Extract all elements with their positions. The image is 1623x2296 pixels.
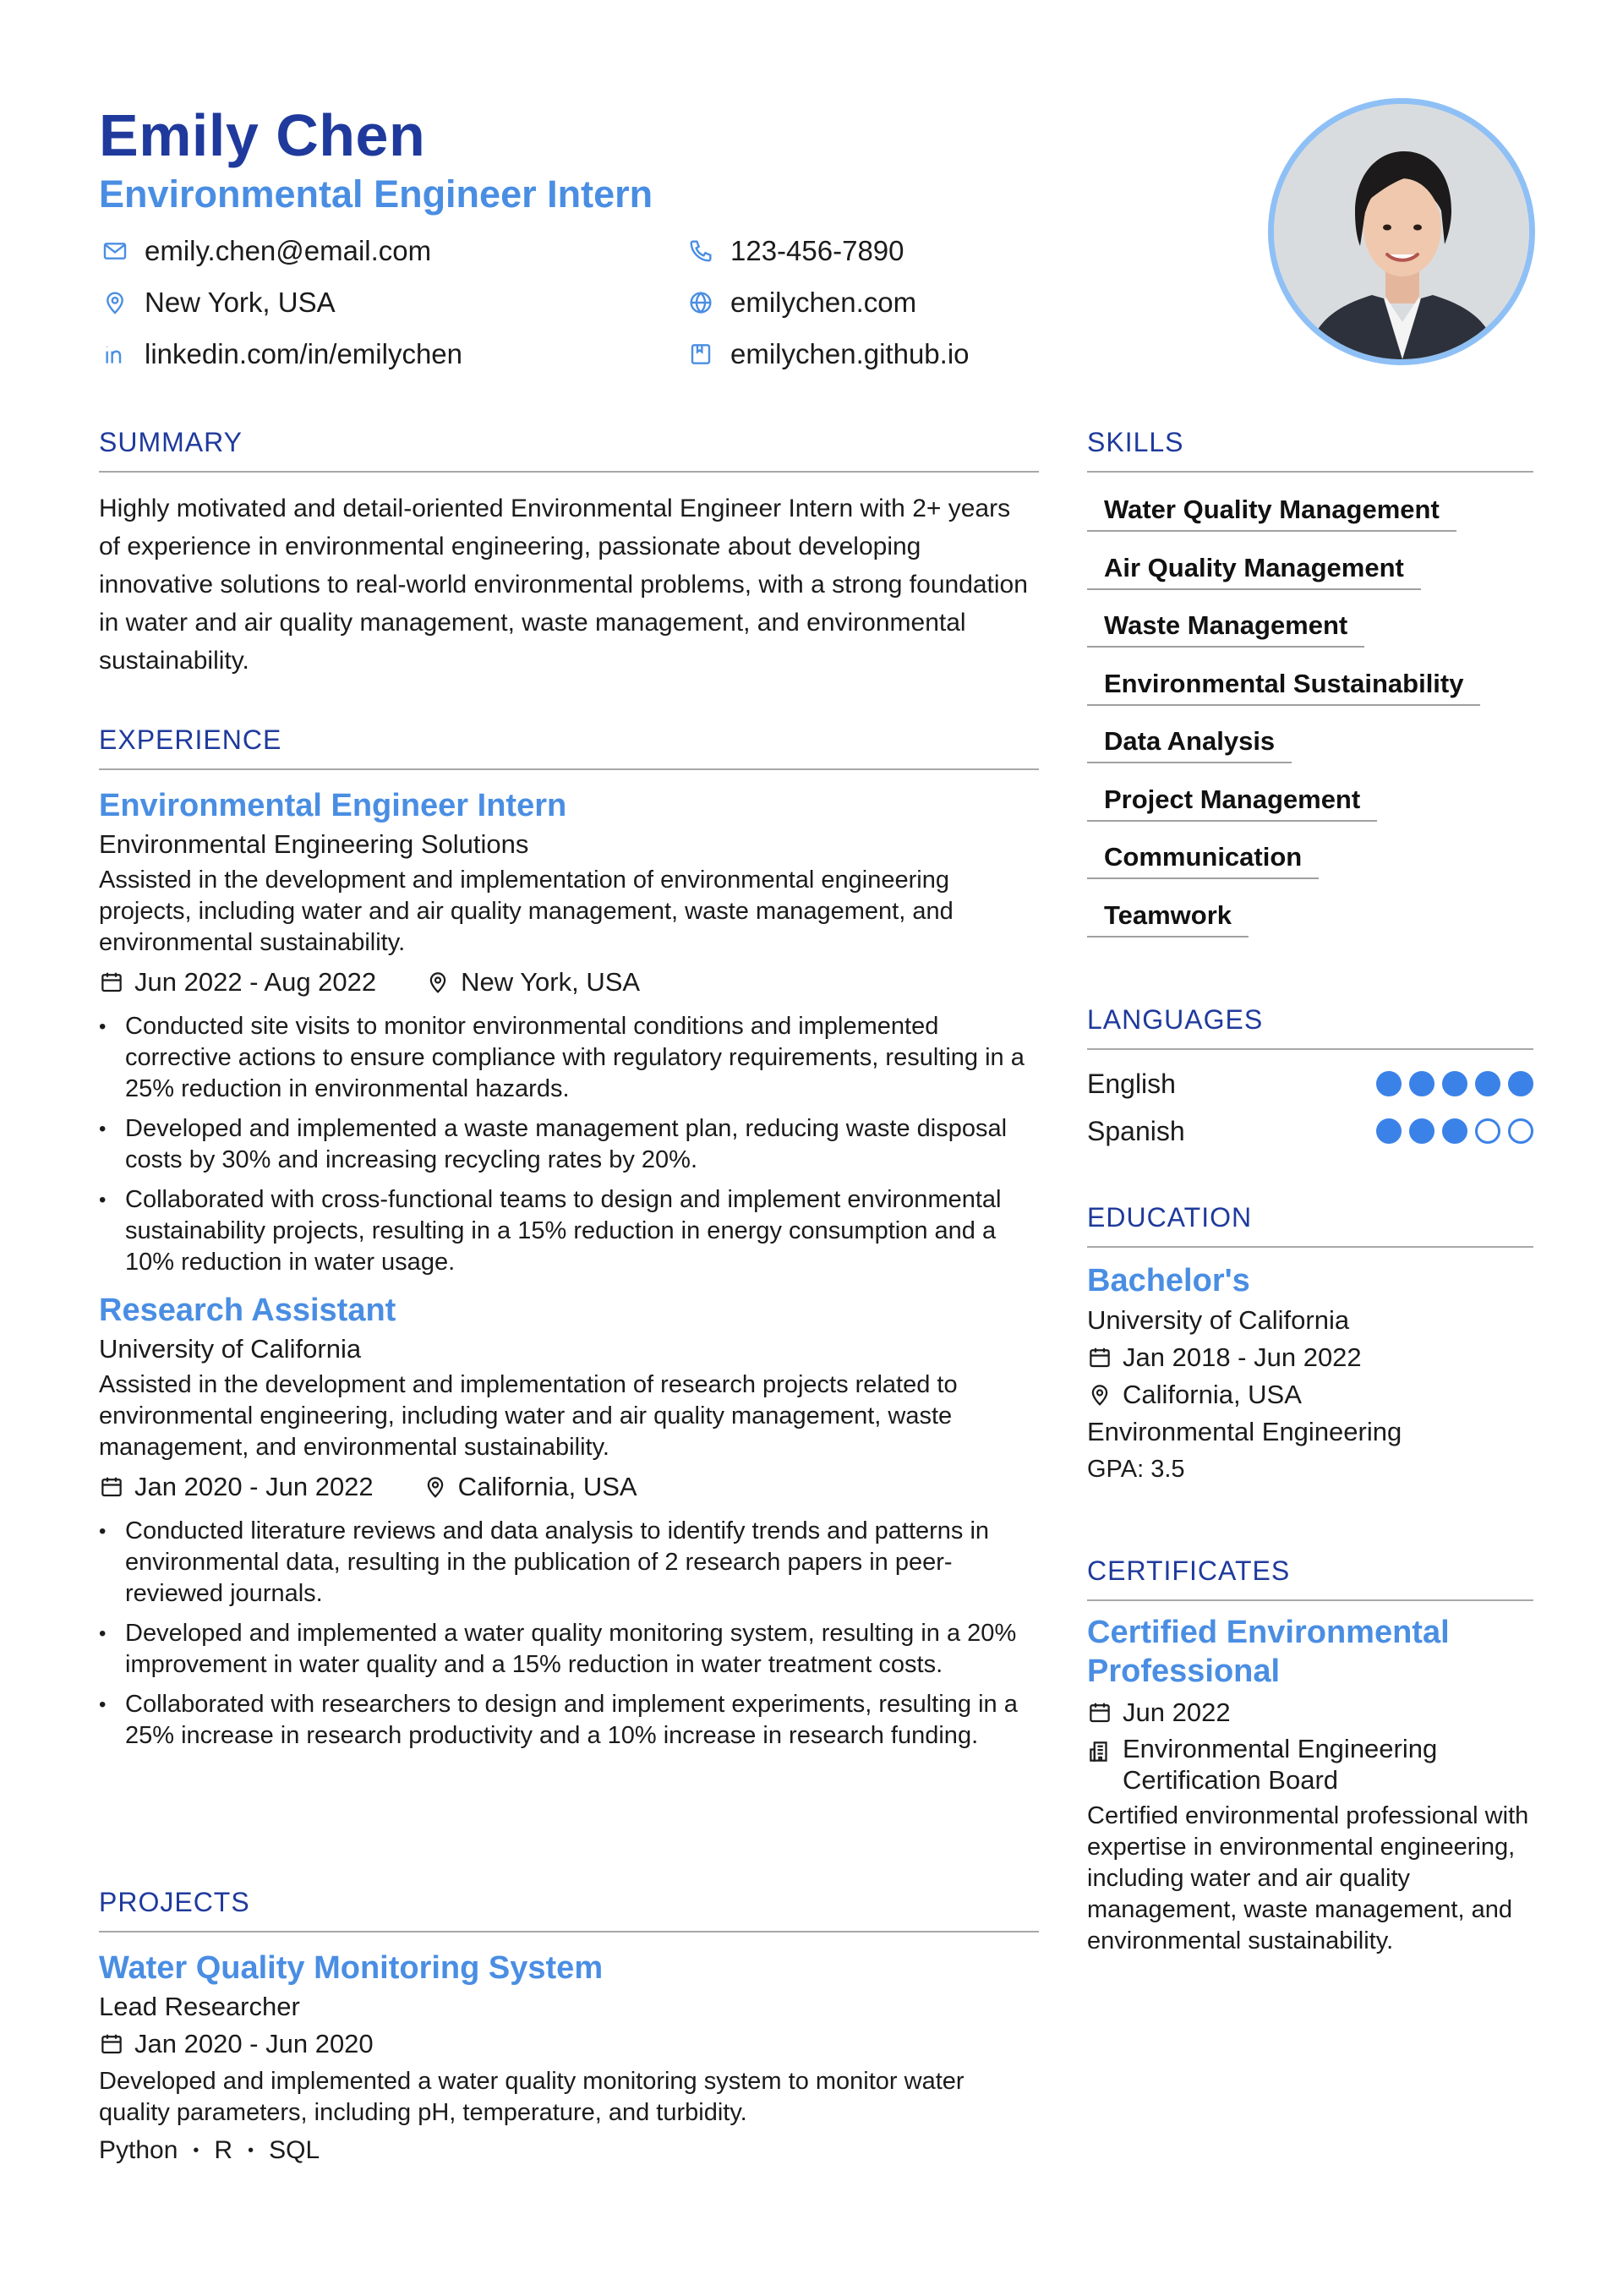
- school-name: University of California: [1087, 1305, 1350, 1335]
- phone-text: 123-456-7890: [730, 235, 904, 266]
- avatar-illustration: [1274, 104, 1529, 359]
- languages-list: [1087, 1060, 1533, 1155]
- location-text: New York, USA: [145, 287, 336, 318]
- level-dot-empty: [1475, 1118, 1500, 1144]
- calendar-icon: [99, 969, 124, 996]
- education-location-row: [1087, 1376, 1533, 1413]
- projects-heading: PROJECTS: [99, 1887, 250, 1917]
- certificate-date-row: [1087, 1694, 1533, 1731]
- language-level: [1376, 1118, 1533, 1144]
- certificate-title: Certified Environmental Professional: [1087, 1615, 1450, 1689]
- experience-item: [99, 1290, 1039, 1752]
- skills-heading: SKILLS: [1087, 427, 1184, 457]
- globe-icon: [685, 287, 717, 319]
- certificate-issuer: Environmental Engineering Certification Board: [1123, 1734, 1438, 1795]
- certificate-item: [1087, 1613, 1533, 1957]
- linkedin-icon: [99, 338, 131, 370]
- level-dot-filled: [1442, 1071, 1467, 1096]
- mail-icon: [99, 235, 131, 267]
- calendar-icon: [99, 1473, 124, 1501]
- calendar-icon: [1087, 1699, 1112, 1726]
- project-tags: [99, 2132, 1039, 2169]
- job-meta: [99, 1468, 1039, 1506]
- experience-section: [99, 723, 1039, 1760]
- skill-tag: Waste Management: [1087, 609, 1364, 648]
- language-row: [1087, 1060, 1533, 1107]
- certificate-date: Jun 2022: [1123, 1697, 1231, 1727]
- job-bullet: • Collaborated with researchers to design and implement experiments, resulting in a 25% increase in research productivity and a 10% increase in research funding.: [99, 1689, 1039, 1752]
- education-gpa: GPA: 3.5: [1087, 1456, 1185, 1483]
- summary-text: Highly motivated and detail-oriented Environmental Engineer Intern with 2+ years of experience in environmental engineering, passionate about developing innovative solutions to real-world environmental problems, with a strong foundation in water and air quality management, waste management, and environmental sustainability.: [99, 495, 1028, 675]
- map-pin-icon: [1087, 1381, 1112, 1408]
- email-text: emily.chen@email.com: [145, 235, 432, 266]
- section-divider: [1087, 1246, 1533, 1248]
- map-pin-icon: [99, 287, 131, 319]
- level-dot-filled: [1508, 1071, 1533, 1096]
- contact-website[interactable]: [685, 287, 916, 319]
- level-dot-empty: [1508, 1118, 1533, 1144]
- job-description: Assisted in the development and implementation of environmental engineering projects, including water and air quality management, waste management, and environmental sustainability.: [99, 866, 954, 956]
- education-field: Environmental Engineering: [1087, 1417, 1402, 1446]
- section-divider: [99, 1931, 1039, 1932]
- contact-github[interactable]: [685, 338, 970, 370]
- level-dot-filled: [1376, 1118, 1402, 1144]
- experience-item: [99, 785, 1039, 1278]
- project-tag: Python: [99, 2136, 178, 2164]
- languages-section: [1087, 1003, 1533, 1155]
- skill-tag: Water Quality Management: [1087, 493, 1456, 532]
- skill-tag: Data Analysis: [1087, 724, 1292, 763]
- job-bullet: • Collaborated with cross-functional teams to design and implement environmental sustainability projects, resulting in a 15% reduction in energy consumption and a 10% reduction in water usage.: [99, 1184, 1039, 1278]
- level-dot-filled: [1442, 1118, 1467, 1144]
- job-bullet: • Developed and implemented a waste management plan, reducing waste disposal costs by 30% and increasing recycling rates by 20%.: [99, 1113, 1039, 1176]
- skill-tag: Teamwork: [1087, 899, 1249, 938]
- skill-tag: Communication: [1087, 840, 1319, 879]
- certificates-heading: CERTIFICATES: [1087, 1555, 1291, 1586]
- project-role: Lead Researcher: [99, 1992, 300, 2021]
- skills-list: [1087, 493, 1533, 956]
- education-dates: Jan 2018 - Jun 2022: [1123, 1342, 1362, 1372]
- certificate-description: Certified environmental professional with expertise in environmental engineering, including water and air quality management, waste management, and environmental sustainability.: [1087, 1802, 1529, 1954]
- map-pin-icon: [425, 969, 451, 996]
- education-dates-row: [1087, 1339, 1533, 1376]
- education-section: [1087, 1200, 1533, 1488]
- skill-tag: Project Management: [1087, 783, 1377, 822]
- summary-section: [99, 425, 1039, 680]
- project-title: Water Quality Monitoring System: [99, 1950, 604, 1986]
- skill-tag: Air Quality Management: [1087, 551, 1421, 590]
- skills-section: [1087, 425, 1533, 956]
- skill-tag: Environmental Sustainability: [1087, 667, 1480, 706]
- education-item: [1087, 1260, 1533, 1488]
- job-location: California, USA: [457, 1472, 637, 1501]
- job-bullet: • Conducted site visits to monitor environmental conditions and implemented corrective actions to ensure compliance with regulatory requirements, resulting in a 25% reduction in environmental hazards.: [99, 1011, 1039, 1105]
- education-heading: EDUCATION: [1087, 1202, 1253, 1233]
- job-location: New York, USA: [461, 967, 641, 997]
- contact-location: [99, 287, 336, 319]
- project-dates: Jan 2020 - Jun 2020: [134, 2029, 374, 2058]
- language-name: Spanish: [1087, 1115, 1185, 1146]
- summary-heading: SUMMARY: [99, 427, 243, 457]
- project-tag: R: [214, 2136, 233, 2164]
- experience-heading: EXPERIENCE: [99, 724, 282, 755]
- github-text: emilychen.github.io: [730, 338, 970, 369]
- projects-section: [99, 1885, 1039, 2169]
- project-item: [99, 1948, 1039, 2169]
- section-divider: [99, 471, 1039, 473]
- section-divider: [99, 768, 1039, 770]
- language-level: [1376, 1071, 1533, 1096]
- job-meta: [99, 964, 1039, 1001]
- tag-separator: •: [193, 2141, 199, 2160]
- section-divider: [1087, 1599, 1533, 1601]
- candidate-name: Emily Chen: [99, 102, 426, 168]
- project-tag: SQL: [269, 2136, 320, 2164]
- languages-heading: LANGUAGES: [1087, 1004, 1264, 1035]
- degree-title: Bachelor's: [1087, 1263, 1250, 1298]
- certificate-issuer-row: [1087, 1733, 1533, 1796]
- language-row: [1087, 1107, 1533, 1155]
- project-meta: [99, 2025, 1039, 2063]
- job-dates: Jan 2020 - Jun 2022: [134, 1472, 374, 1501]
- map-pin-icon: [423, 1473, 448, 1501]
- linkedin-text: linkedin.com/in/emilychen: [145, 338, 463, 369]
- level-dot-filled: [1475, 1071, 1500, 1096]
- phone-icon: [685, 235, 717, 267]
- tag-separator: •: [248, 2141, 254, 2160]
- contact-email[interactable]: [99, 235, 431, 267]
- job-bullet: • Developed and implemented a water quality monitoring system, resulting in a 20% improvement in water quality and a 15% reduction in water treatment costs.: [99, 1618, 1039, 1681]
- education-location: California, USA: [1123, 1380, 1302, 1409]
- job-title: Environmental Engineer Intern: [99, 788, 567, 823]
- contact-phone[interactable]: [685, 235, 904, 267]
- job-bullets: [99, 1516, 1039, 1752]
- job-dates: Jun 2022 - Aug 2022: [134, 967, 377, 997]
- job-description: Assisted in the development and implementation of research projects related to environmental engineering, including water and air quality management, waste management, and environmental sustainability.: [99, 1371, 958, 1461]
- project-description: Developed and implemented a water quality monitoring system to monitor water quality parameters, including pH, temperature, and turbidity.: [99, 2068, 965, 2126]
- contact-linkedin[interactable]: [99, 338, 462, 370]
- job-bullets: [99, 1011, 1039, 1278]
- github-icon: [685, 338, 717, 370]
- level-dot-filled: [1409, 1118, 1434, 1144]
- language-name: English: [1087, 1068, 1176, 1099]
- candidate-title: Environmental Engineer Intern: [99, 172, 653, 216]
- calendar-icon: [1087, 1344, 1112, 1371]
- job-organization: Environmental Engineering Solutions: [99, 829, 529, 859]
- level-dot-filled: [1376, 1071, 1402, 1096]
- calendar-icon: [99, 2031, 124, 2058]
- certificates-section: [1087, 1554, 1533, 1957]
- level-dot-filled: [1409, 1071, 1434, 1096]
- job-organization: University of California: [99, 1334, 362, 1364]
- website-text: emilychen.com: [730, 287, 917, 318]
- job-bullet: • Conducted literature reviews and data analysis to identify trends and patterns in environmental data, resulting in the publication of 2 research papers in peer-reviewed journals.: [99, 1516, 1039, 1610]
- section-divider: [1087, 471, 1533, 473]
- building-icon: [1087, 1738, 1112, 1765]
- section-divider: [1087, 1048, 1533, 1050]
- resume-header: [99, 100, 1198, 218]
- job-title: Research Assistant: [99, 1293, 396, 1328]
- profile-photo: [1268, 98, 1535, 365]
